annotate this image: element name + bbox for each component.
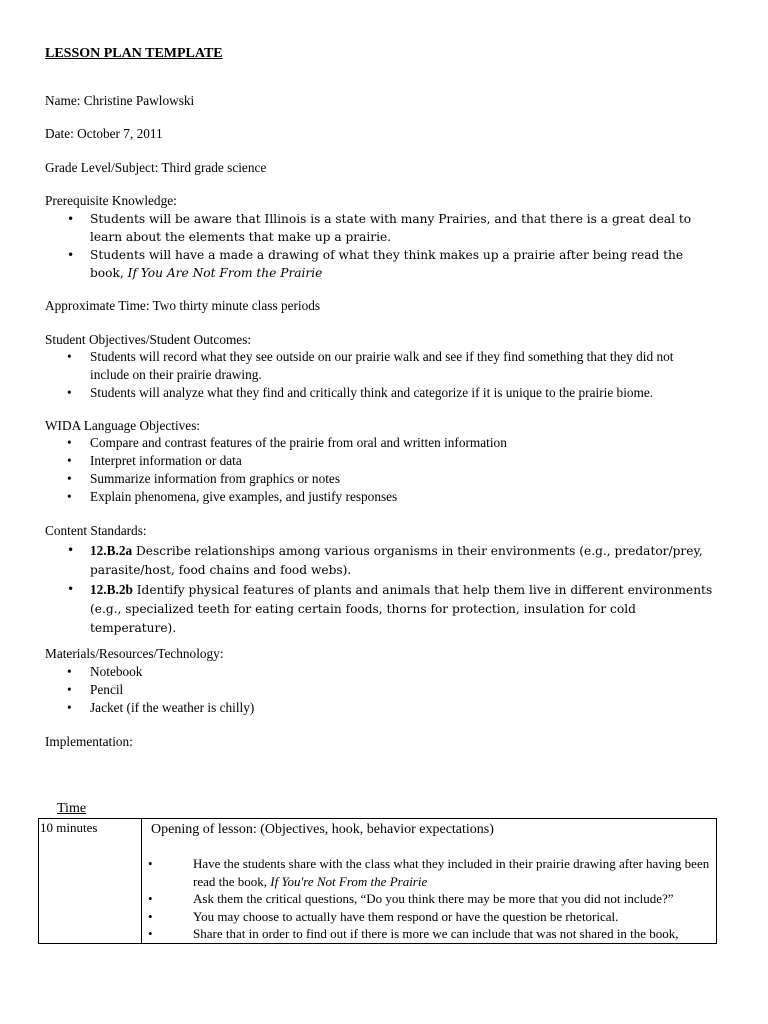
- implementation-table: [38, 818, 717, 944]
- document-title: LESSON PLAN TEMPLATE: [45, 46, 223, 61]
- standards-list: [45, 541, 715, 638]
- prereq-heading: Prerequisite Knowledge:: [45, 193, 177, 208]
- list-item: • Students will have a made a drawing of what they think makes up a prairie after being read the book, If You Are Not From the Prairie: [45, 246, 715, 282]
- list-item: • Summarize information from graphics or notes: [45, 470, 715, 488]
- list-item: • 12.B.2b Identify physical features of plants and animals that help them live in different environments (e.g., specialized teeth for eating certain foods, thorns for protection, insulation for cold temperature).: [45, 580, 715, 638]
- grade-line: Grade Level/Subject: Third grade science: [45, 160, 267, 175]
- wida-list: [45, 434, 715, 506]
- table-row: [39, 819, 717, 944]
- standard-code: 12.B.2b: [90, 582, 133, 597]
- list-item: • Have the students share with the class what they included in their prairie drawing after having been read the book, If You're Not From the Prairie: [142, 855, 712, 890]
- list-item: • Interpret information or data: [45, 452, 715, 470]
- list-item: • Compare and contrast features of the prairie from oral and written information: [45, 434, 715, 452]
- implementation-heading: Implementation:: [45, 734, 133, 749]
- name-line: Name: Christine Pawlowski: [45, 93, 195, 108]
- book-title: If You're Not From the Prairie: [270, 873, 428, 889]
- time-column-header: Time: [57, 801, 87, 816]
- wida-heading: WIDA Language Objectives:: [45, 418, 201, 433]
- list-item: • Ask them the critical questions, “Do you think there may be more that you did not include?”: [142, 890, 712, 908]
- prereq-list: [45, 210, 715, 282]
- materials-list: [45, 663, 715, 717]
- activity-cell: [142, 819, 717, 944]
- standards-heading: Content Standards:: [45, 523, 147, 538]
- list-item: • Share that in order to find out if there is more we can include that was not shared in the book,: [142, 925, 712, 943]
- list-item: • Explain phenomena, give examples, and justify responses: [45, 488, 715, 506]
- time-cell: 10 minutes: [39, 819, 142, 944]
- activity-list: [142, 855, 712, 943]
- list-item: • Pencil: [45, 681, 715, 699]
- list-item: • You may choose to actually have them respond or have the question be rhetorical.: [142, 908, 712, 926]
- approx-time-line: Approximate Time: Two thirty minute class periods: [45, 298, 321, 313]
- list-item: • Students will analyze what they find and critically think and categorize if it is unique to the prairie biome.: [45, 384, 715, 402]
- list-item: • Jacket (if the weather is chilly): [45, 699, 715, 717]
- objectives-list: [45, 348, 715, 402]
- standard-code: 12.B.2a: [90, 543, 133, 558]
- list-item: • Notebook: [45, 663, 715, 681]
- list-item: • 12.B.2a Describe relationships among various organisms in their environments (e.g., predator/prey, parasite/host, food chains and food webs).: [45, 541, 715, 580]
- list-item: • Students will be aware that Illinois is a state with many Prairies, and that there is a great deal to learn about the elements that make up a prairie.: [45, 210, 715, 246]
- book-title: If You Are Not From the Prairie: [127, 266, 323, 280]
- list-item: • Students will record what they see outside on our prairie walk and see if they find something that they did not include on their prairie drawing.: [45, 348, 715, 384]
- opening-heading: Opening of lesson: (Objectives, hook, behavior expectations): [151, 822, 494, 837]
- materials-heading: Materials/Resources/Technology:: [45, 646, 224, 661]
- date-line: Date: October 7, 2011: [45, 126, 163, 141]
- objectives-heading: Student Objectives/Student Outcomes:: [45, 332, 252, 347]
